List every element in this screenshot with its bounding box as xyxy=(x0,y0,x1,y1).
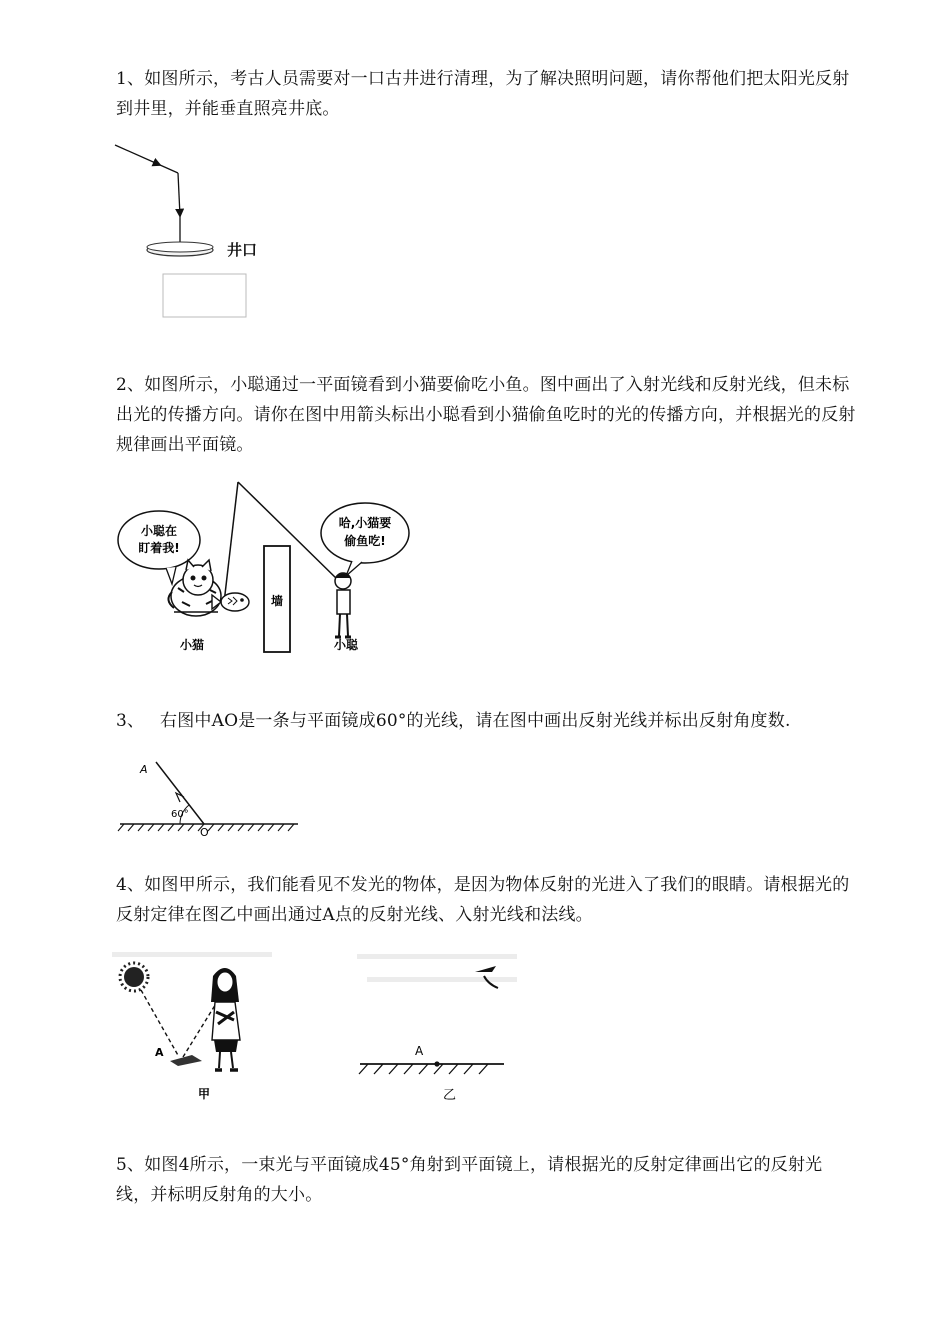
label-jia: 甲 xyxy=(198,1087,211,1101)
incident-ray-2 xyxy=(160,165,178,173)
cat-bubble-line1: 小聪在 xyxy=(140,524,178,538)
boy-bubble-tail xyxy=(346,561,362,576)
label-a-left: A xyxy=(155,1046,164,1059)
figure-4-reflection xyxy=(112,940,532,1115)
boy-figure xyxy=(335,573,351,637)
question-4-number: 4、 xyxy=(116,875,145,895)
well-label: 井口 xyxy=(227,241,258,259)
question-2-number: 2、 xyxy=(116,375,145,395)
faint-background-line xyxy=(112,952,272,957)
question-5-text: 如图4所示，一束光与平面镜成45°角射到平面镜上，请根据光的反射定律画出它的反射光线，并标明反射角的大小。 xyxy=(116,1155,823,1205)
boy-speech-bubble xyxy=(321,503,409,563)
question-4-text: 如图甲所示，我们能看见不发光的物体，是因为物体反射的光进入了我们的眼睛。请根据光的反射定律在图乙中画出通过A点的反射光线、入射光线和法线。 xyxy=(116,875,850,925)
point-a-dot xyxy=(434,1061,439,1066)
light-ray-cat xyxy=(224,482,238,603)
question-4 xyxy=(116,870,856,930)
faint-background-line xyxy=(367,977,517,982)
wall-label: 墙 xyxy=(270,594,284,608)
figure-2-cat-mirror xyxy=(114,478,434,663)
faint-background-line xyxy=(357,954,517,959)
well-body-box xyxy=(163,274,246,317)
boy-bubble-line2: 偷鱼吃! xyxy=(344,534,386,548)
label-a: A xyxy=(140,763,148,776)
book-object xyxy=(170,1055,202,1066)
mirror-hatching-yi xyxy=(359,1064,488,1074)
well-rim xyxy=(147,242,213,252)
cat-label: 小猫 xyxy=(179,638,205,652)
boy-bubble-line1: 哈,小猫要 xyxy=(338,516,392,530)
question-3-text: 右图中AO是一条与平面镜成60°的光线，请在图中画出反射光线并标出反射角度数. xyxy=(160,711,791,731)
incident-ray-1 xyxy=(115,145,160,165)
figure-1-well xyxy=(110,138,280,323)
figure-3-mirror-60 xyxy=(114,755,304,840)
label-a-right: A xyxy=(415,1044,424,1058)
label-o: O xyxy=(200,826,209,839)
question-1-number: 1、 xyxy=(116,69,145,89)
question-1-text: 如图所示，考古人员需要对一口古井进行清理，为了解决照明问题，请你帮他们把太阳光反射到井里，并能垂直照亮井底。 xyxy=(116,69,850,119)
cat-bubble-line2: 盯着我! xyxy=(138,541,180,555)
question-3-number: 3、 xyxy=(116,711,145,731)
question-5-number: 5、 xyxy=(116,1155,145,1175)
label-yi: 乙 xyxy=(443,1088,457,1103)
cat-bubble-tail xyxy=(166,567,176,584)
label-angle-60: 60° xyxy=(171,809,189,820)
reflected-ray-dashed xyxy=(183,1002,217,1057)
question-1 xyxy=(116,64,856,124)
girl-figure xyxy=(211,968,240,1070)
question-3 xyxy=(116,706,856,736)
reflected-ray-1 xyxy=(178,173,180,216)
question-2-text: 如图所示，小聪通过一平面镜看到小猫要偷吃小鱼。图中画出了入射光线和反射光线，但未标出光的传播方向。请你在图中用箭头标出小聪看到小猫偷鱼吃时的光的传播方向，并根据光的反射规律画出平面镜。 xyxy=(116,375,856,455)
question-5 xyxy=(116,1150,856,1210)
sun-icon xyxy=(120,963,148,991)
boy-label: 小聪 xyxy=(333,638,359,652)
question-2 xyxy=(116,370,856,460)
